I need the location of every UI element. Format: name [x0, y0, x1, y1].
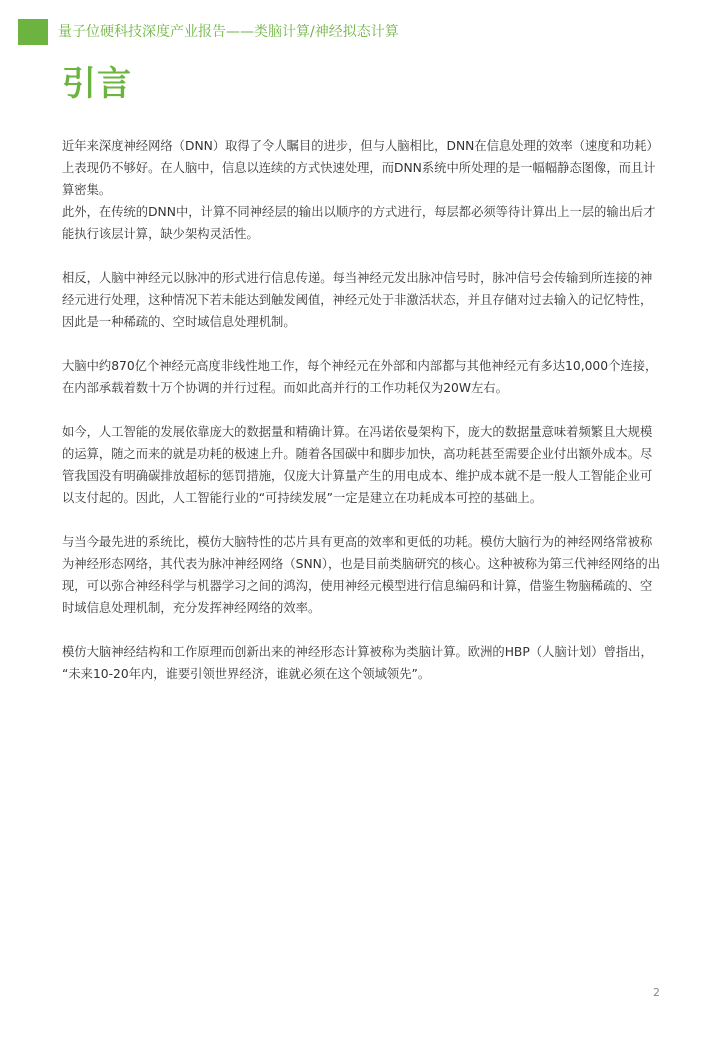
header-accent-block	[18, 19, 48, 45]
paragraph-line: 近年来深度神经网络（DNN）取得了令人瞩目的进步，但与人脑相比，DNN在信息处理的效率（速度和功耗）上表现仍不够好。在人脑中，信息以连续的方式快速处理，而DNN系统中所处理的是一幅幅静态图像，而且计算密集。	[62, 139, 659, 197]
article-body	[62, 135, 662, 707]
paragraph-line: “未来10-20年内，谁要引领世界经济，谁就必须在这个领域领先”。	[62, 667, 431, 681]
page-number: 2	[653, 986, 660, 999]
paragraph-line: 此外，在传统的DNN中，计算不同神经层的输出以顺序的方式进行，每层都必须等待计算出上一层的输出后才能执行该层计算，缺少架构灵活性。	[62, 205, 656, 241]
paragraph-dnn-efficiency	[62, 135, 662, 245]
paragraph-snn	[62, 531, 662, 619]
paragraph-line: 大脑中约870亿个神经元高度非线性地工作，每个神经元在外部和内部都与其他神经元有多达10,000个连接，在内部承载着数十万个协调的并行过程。而如此高并行的工作功耗仅为20W左右。	[62, 359, 658, 395]
paragraph-hbp-quote	[62, 641, 662, 685]
page-title: 引言	[62, 64, 132, 104]
report-header-title: 量子位硬科技深度产业报告——类脑计算/神经拟态计算	[58, 24, 399, 40]
paragraph-spike-transmission	[62, 267, 662, 333]
paragraph-line: 与当今最先进的系统比，模仿大脑特性的芯片具有更高的效率和更低的功耗。模仿大脑行为的神经网络常被称为神经形态网络，其代表为脉冲神经网络（SNN），也是目前类脑研究的核心。这种被称为第三代神经网络的出现，可以弥合神经科学与机器学习之间的鸿沟，使用神经元模型进行信息编码和计算，借鉴生物脑稀疏的、空时域信息处理机制，充分发挥神经网络的效率。	[62, 535, 661, 615]
paragraph-line: 如今，人工智能的发展依靠庞大的数据量和精确计算。在冯诺依曼架构下，庞大的数据量意味着频繁且大规模的运算，随之而来的就是功耗的极速上升。随着各国碳中和脚步加快，高功耗甚至需要企业付出额外成本。尽管我国没有明确碳排放超标的惩罚措施，仅庞大计算量产生的用电成本、维护成本就不是一般人工智能企业可以支付起的。因此，人工智能行业的“可持续发展”一定是建立在功耗成本可控的基础上。	[62, 425, 653, 505]
paragraph-neuron-count	[62, 355, 662, 399]
paragraph-ai-power	[62, 421, 662, 509]
paragraph-line: 相反，人脑中神经元以脉冲的形式进行信息传递。每当神经元发出脉冲信号时，脉冲信号会传输到所连接的神经元进行处理，这种情况下若未能达到触发阈值，神经元处于非激活状态，并且存储对过去输入的记忆特性，因此是一种稀疏的、空时域信息处理机制。	[62, 271, 653, 329]
paragraph-line: 模仿大脑神经结构和工作原理而创新出来的神经形态计算被称为类脑计算。欧洲的HBP（人脑计划）曾指出，	[62, 645, 653, 659]
